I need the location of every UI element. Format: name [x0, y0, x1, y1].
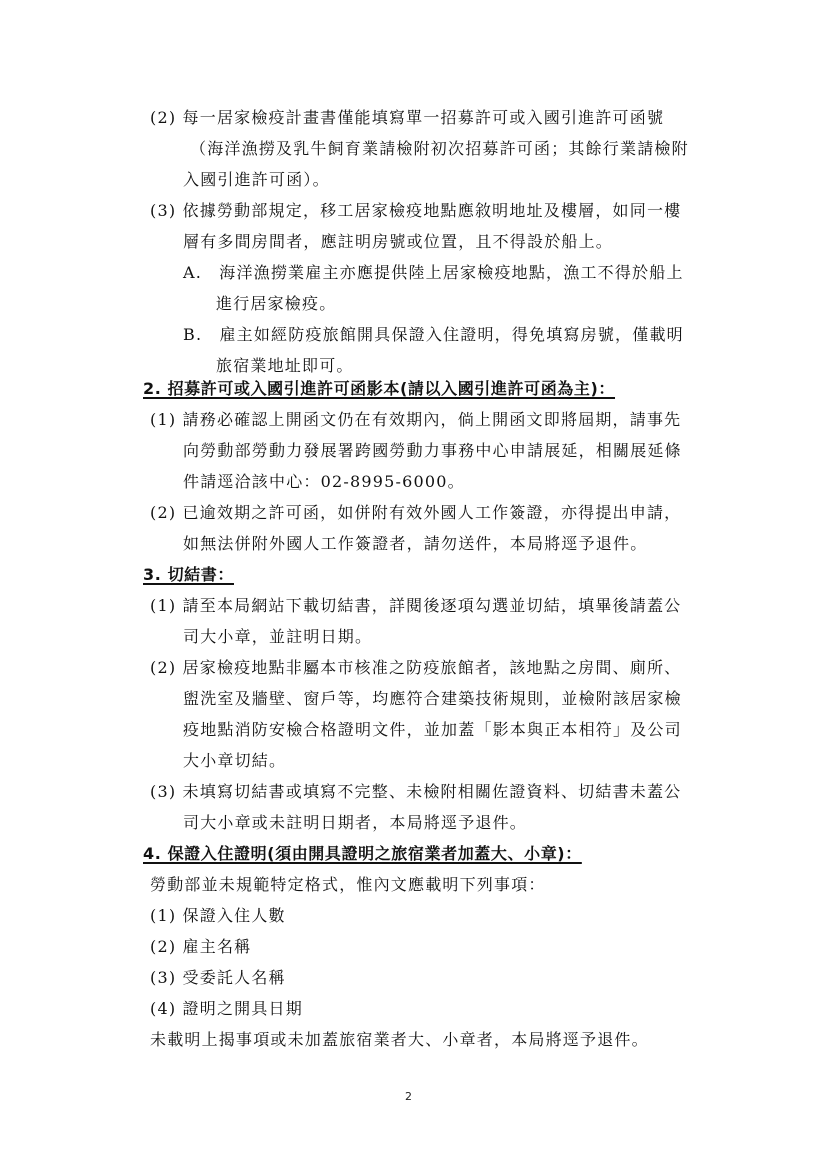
text-line: (2) 雇主名稱 — [150, 937, 252, 956]
text-line: (3) 未填寫切結書或填寫不完整、未檢附相關佐證資料、切結書未蓋公 — [150, 782, 682, 801]
text-line: 大小章切結。 — [183, 751, 287, 770]
text-line: (3) 依據勞動部規定，移工居家檢疫地點應敘明地址及樓層，如同一樓 — [150, 201, 682, 220]
section-heading-2: 2. 招募許可或入國引進許可函影本(請以入國引進許可函為主)： — [143, 379, 616, 398]
text-line: 未載明上揭事項或未加蓋旅宿業者大、小章者，本局將逕予退件。 — [150, 1030, 649, 1049]
text-line: B. 雇主如經防疫旅館開具保證入住證明，得免填寫房號，僅載明 — [183, 325, 684, 344]
text-line: 盥洗室及牆壁、窗戶等，均應符合建築技術規則，並檢附該居家檢 — [183, 689, 682, 708]
text-line: （海洋漁撈及乳牛飼育業請檢附初次招募許可函；其餘行業請檢附 — [190, 139, 689, 158]
text-line: 層有多間房間者，應註明房號或位置，且不得設於船上。 — [183, 232, 614, 251]
text-line: 件請逕洽該中心：02-8995-6000。 — [183, 472, 465, 491]
text-line: 旅宿業地址即可。 — [216, 356, 354, 375]
text-line: (3) 受委託人名稱 — [150, 968, 286, 987]
section-heading-3: 3. 切結書： — [143, 565, 234, 584]
text-line: 如無法併附外國人工作簽證者，請勿送件，本局將逕予退件。 — [183, 534, 648, 553]
section-heading-4: 4. 保證入住證明(須由開具證明之旅宿業者加蓋大、小章)： — [143, 844, 582, 863]
text-line: 向勞動部勞動力發展署跨國勞動力事務中心申請展延，相關展延條 — [183, 441, 682, 460]
page-number: 2 — [405, 1090, 412, 1103]
text-line: (1) 保證入住人數 — [150, 906, 286, 925]
text-line: 進行居家檢疫。 — [216, 294, 337, 313]
text-line: 司大小章或未註明日期者，本局將逕予退件。 — [183, 813, 528, 832]
text-line: (2) 居家檢疫地點非屬本市核准之防疫旅館者，該地點之房間、廁所、 — [150, 658, 682, 677]
text-line: 司大小章，並註明日期。 — [183, 627, 373, 646]
text-line: (1) 請至本局網站下載切結書，詳閱後逐項勾選並切結，填畢後請蓋公 — [150, 596, 682, 615]
text-line: 入國引進許可函）。 — [183, 170, 330, 189]
text-line: A. 海洋漁撈業雇主亦應提供陸上居家檢疫地點，漁工不得於船上 — [183, 263, 684, 282]
text-line: (2) 每一居家檢疫計畫書僅能填寫單一招募許可或入國引進許可函號 — [150, 108, 665, 127]
text-line: 疫地點消防安檢合格證明文件，並加蓋「影本與正本相符」及公司 — [183, 720, 682, 739]
text-line: (2) 已逾效期之許可函，如併附有效外國人工作簽證，亦得提出申請， — [150, 503, 682, 522]
text-line: 勞動部並未規範特定格式，惟內文應載明下列事項： — [150, 875, 546, 894]
text-line: (4) 證明之開具日期 — [150, 999, 303, 1018]
text-line: (1) 請務必確認上開函文仍在有效期內，倘上開函文即將屆期，請事先 — [150, 410, 682, 429]
